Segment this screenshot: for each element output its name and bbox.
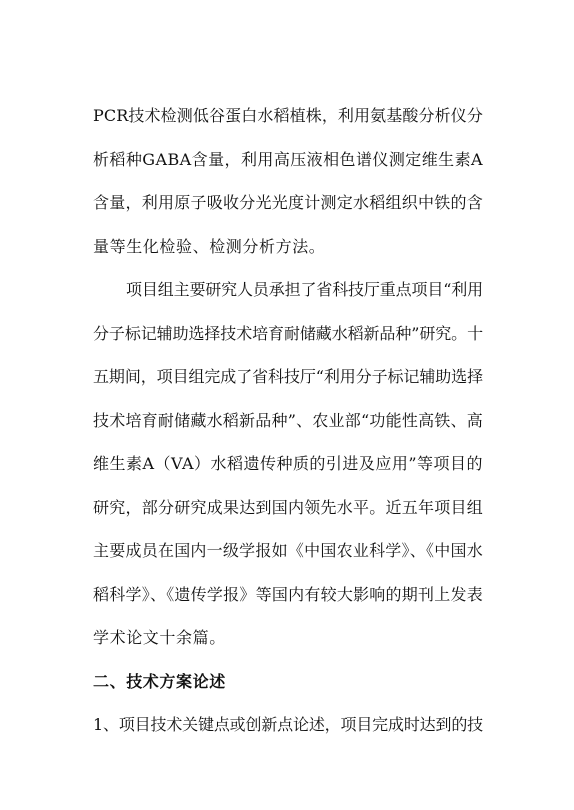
text-line: 量等生化检验、检测分析方法。 [93,237,326,256]
text-line: 主要成员在国内一级学报如《中国农业科学》、《中国水 [93,541,483,560]
text-line: 析稻种GABA含量，利用高压液相色谱仪测定维生素A [93,150,483,169]
text-line: 1、项目技术关键点或创新点论述，项目完成时达到的技 [93,715,483,734]
text-line: PCR技术检测低谷蛋白水稻植株，利用氨基酸分析仪分 [93,106,483,125]
text-line: 稻科学》、《遗传学报》等国内有较大影响的期刊上发表 [93,585,483,604]
section-heading: 二、技术方案论述 [93,672,226,691]
text-line: 学术论文十余篇。 [93,628,226,647]
text-line: 维生素A（VA）水稻遗传种质的引进及应用”等项目的 [93,454,483,473]
text-line: 五期间，项目组完成了省科技厅“利用分子标记辅助选择 [93,367,483,386]
text-line: 分子标记辅助选择技术培育耐储藏水稻新品种”研究。十 [93,324,483,343]
text-line: 项目组主要研究人员承担了省科技厅重点项目“利用 [126,280,483,299]
text-line: 含量，利用原子吸收分光光度计测定水稻组织中铁的含 [93,193,483,212]
text-line: 技术培育耐储藏水稻新品种”、农业部“功能性高铁、高 [93,411,483,430]
text-line: 研究，部分研究成果达到国内领先水平。近五年项目组 [93,498,483,517]
